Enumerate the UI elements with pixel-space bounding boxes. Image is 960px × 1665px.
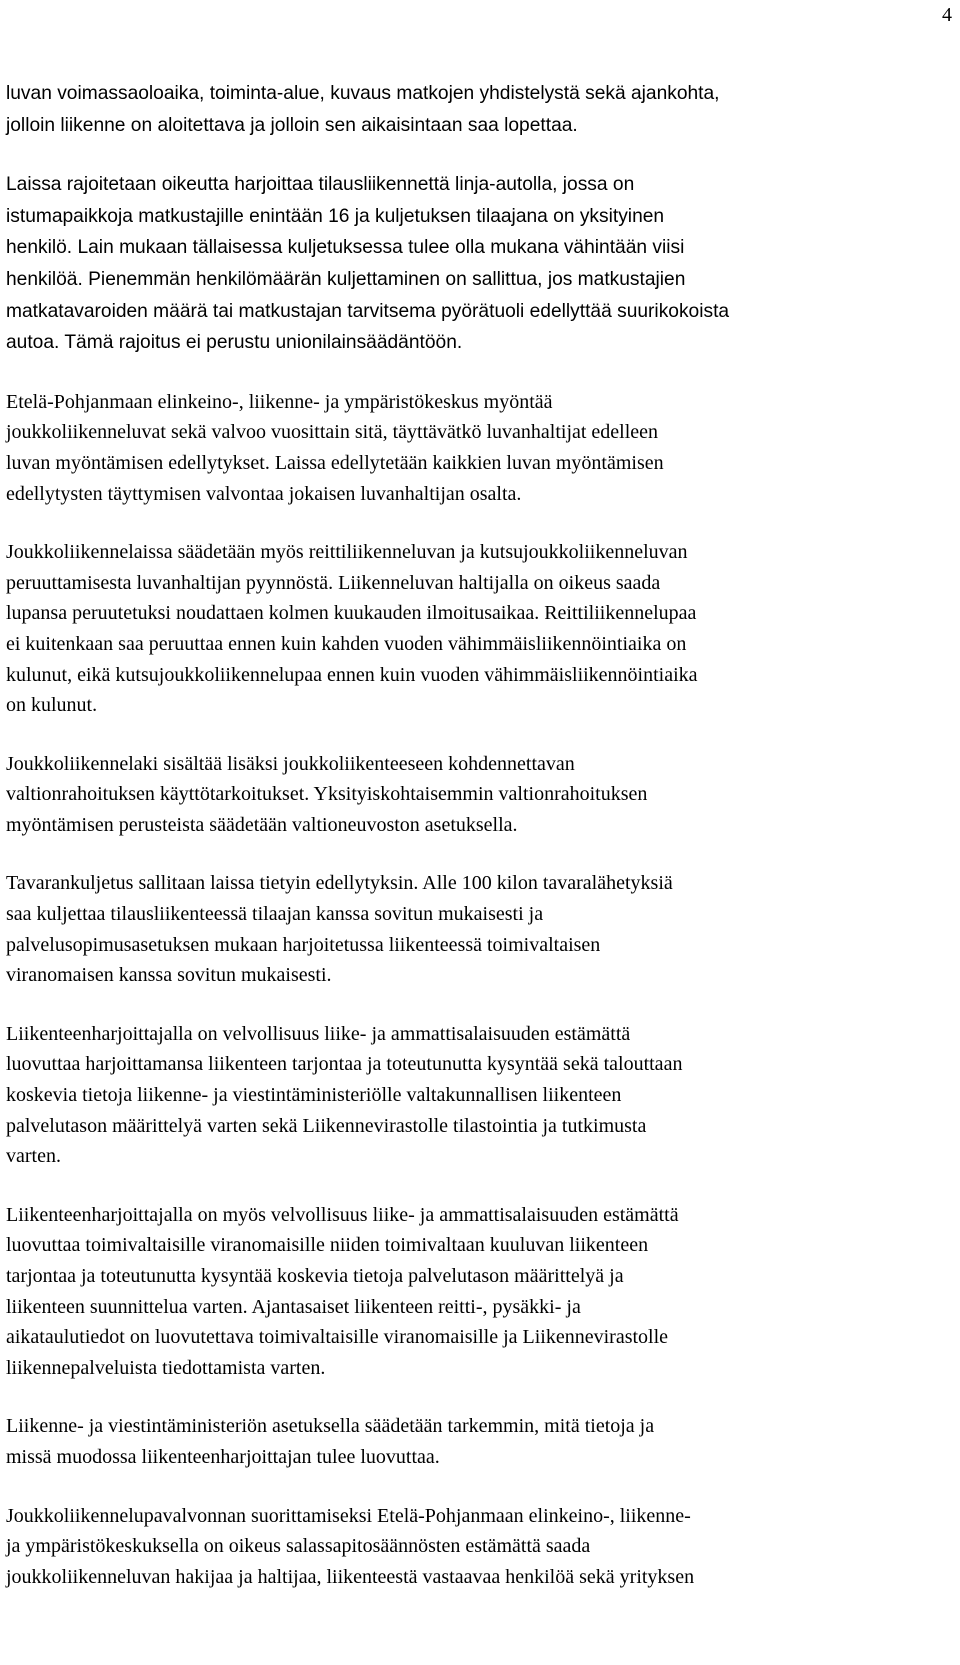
text-line: [6, 899, 956, 930]
paragraph: [6, 868, 956, 990]
text-line: [6, 169, 956, 201]
text-segment: Laissa rajoitetaan oikeutta harjoittaa tilausliikennettä linja-autolla, jossa on: [6, 174, 635, 196]
text-line: [6, 629, 956, 660]
text-segment: joukkoliikenneluvat sekä valvoo vuosittain sitä, täyttävätkö luvanhaltijat edelleen: [6, 421, 659, 444]
text-segment: palvelutason määrittelyä varten sekä Liikennevirastolle tilastointia ja tutkimusta: [6, 1114, 647, 1137]
text-segment: aikataulutiedot on luovutettava toimivaltaisille viranomaisille ja Liikennevirastolle: [6, 1326, 669, 1349]
text-segment: palvelusopimusasetuksen mukaan harjoitetussa liikenteessä toimivaltaisen: [6, 933, 601, 956]
document-body: [6, 78, 956, 1620]
text-segment: Joukkoliikennelaissa säädetään myös reittiliikenneluvan ja kutsujoukkoliikenneluvan: [6, 541, 688, 564]
text-line: [6, 201, 956, 233]
paragraph: [6, 1019, 956, 1172]
text-line: [6, 1531, 956, 1562]
text-segment: jolloin liikenne on aloitettava ja jolloin sen aikaisintaan saa lopettaa.: [6, 114, 578, 136]
text-line: [6, 1322, 956, 1353]
text-segment: lupansa peruutetuksi noudattaen kolmen kuukauden ilmoitusaikaa. Reittiliikennelupaa: [6, 602, 697, 625]
text-segment: Joukkoliikennelupavalvonnan suorittamiseksi Etelä-Pohjanmaan elinkeino-, liikenne-: [6, 1504, 691, 1527]
paragraph: [6, 749, 956, 841]
text-line: [6, 232, 956, 264]
text-segment: liikennepalveluista tiedottamista varten.: [6, 1356, 326, 1379]
text-line: [6, 448, 956, 479]
text-segment: ei kuitenkaan saa peruuttaa ennen kuin kahden vuoden vähimmäisliikennöintiaika on: [6, 632, 687, 655]
text-line: [6, 1019, 956, 1050]
paragraph: [6, 169, 956, 359]
text-segment: luvan myöntämisen edellytykset. Laissa edellytetään kaikkien luvan myöntämisen: [6, 451, 664, 474]
text-segment: luovuttaa toimivaltaisille viranomaisille niiden toimivaltaan kuuluvan liikenteen: [6, 1234, 649, 1257]
text-line: [6, 1442, 956, 1473]
text-segment: ja ympäristökeskuksella on oikeus salassapitosäännösten estämättä saada: [6, 1535, 591, 1558]
text-segment: on kulunut.: [6, 694, 98, 717]
text-segment: an: [663, 1053, 683, 1076]
text-segment: Tavarankuljetus sallitaan laissa tietyin edellytyksin. Alle 100 kilon tavaralähetyksiä: [6, 872, 673, 895]
text-line: [6, 479, 956, 510]
paragraph: [6, 1501, 956, 1593]
text-line: [6, 327, 956, 359]
text-line: [6, 417, 956, 448]
text-segment: peruuttamisesta luvanhaltijan pyynnöstä. Liikenneluvan haltijalla on oikeus saada: [6, 571, 661, 594]
text-segment: joukkoliikenneluvan hakijaa ja haltijaa, liikenteestä vastaavaa henkilöä sekä yrityksen: [6, 1565, 695, 1588]
text-line: [6, 1562, 956, 1593]
text-segment: tarjontaa ja toteutunutta kysyntää koskevia tietoja palvelutason määrittelyä ja: [6, 1265, 624, 1287]
paragraph: [6, 387, 956, 509]
text-segment: valtionrahoituksen käyttötarkoitukset. Yksityiskohtaisemmin valtionrahoituksen: [6, 783, 648, 806]
text-segment: liikenteen suunnittelua varten. Ajantasaiset liikenteen reitti-, pysäkki- ja: [6, 1295, 581, 1318]
text-line: [6, 110, 956, 142]
text-segment: kulunut, eikä kutsujoukkoliikennelupaa ennen kuin vuoden vähimmäisliikennöintiaika: [6, 663, 698, 686]
text-line: [6, 1141, 956, 1172]
text-line: [6, 264, 956, 296]
text-line: [6, 387, 956, 418]
text-line: [6, 78, 956, 110]
text-segment: luvan voimassaoloaika, toiminta-alue, kuvaus matkojen yhdistelystä sekä ajankohta,: [6, 83, 720, 104]
text-line: [6, 690, 956, 721]
text-line: [6, 1501, 956, 1532]
text-segment: autoa. Tämä rajoitus ei perustu unionilainsäädäntöön.: [6, 332, 463, 354]
text-line: [6, 1292, 956, 1323]
text-line: [6, 537, 956, 568]
text-segment: Etelä-Pohjanmaan elinkeino-, liikenne- ja ympäristökeskus myöntää: [6, 390, 553, 413]
text-line: [6, 960, 956, 991]
text-line: [6, 1411, 956, 1442]
text-line: [6, 1080, 956, 1111]
paragraph: [6, 1411, 956, 1472]
text-line: [6, 930, 956, 961]
text-segment: viranomaisen kanssa sovitun mukaisesti.: [6, 964, 332, 987]
text-segment: henkilöä. Pienemmän henkilömäärän kuljettaminen on sallittua, jos matkustajien: [6, 268, 686, 290]
text-line: [6, 779, 956, 810]
paragraph: [6, 537, 956, 721]
text-segment: Liikenteenharjoittajalla on myös velvollisuus liike- ja ammattisalaisuuden estämättä: [6, 1203, 679, 1226]
text-line: [6, 1111, 956, 1142]
text-segment: myöntämisen perusteista säädetään valtioneuvoston asetuksella.: [6, 813, 518, 836]
text-line: [6, 868, 956, 899]
text-segment: saa kuljettaa tilausliikenteessä tilaajan kanssa sovitun mukaisesti ja: [6, 903, 544, 926]
text-line: [6, 660, 956, 691]
text-line: [6, 568, 956, 599]
text-line: [6, 598, 956, 629]
text-segment: Liikenteenharjoittajalla on velvollisuus liike- ja ammattisalaisuuden estämättä: [6, 1022, 631, 1045]
text-line: [6, 749, 956, 780]
text-line: [6, 810, 956, 841]
text-segment: luovuttaa harjoittamansa liikenteen tarjontaa ja toteutunutta kysyntää sekä taloutta: [6, 1053, 664, 1076]
text-segment: henkilö. Lain mukaan tällaisessa kuljetuksessa tulee olla mukana vähintään viisi: [6, 237, 685, 259]
text-segment: Liikenne- ja viestintäministeriön asetuksella säädetään tarkemmin, mitä tietoja ja: [6, 1415, 655, 1438]
text-segment: missä muodossa liikenteenharjoittajan tulee luovuttaa.: [6, 1445, 440, 1468]
text-segment: koskevia tietoja liikenne- ja viestintäministeriölle valtakunnallisen liikenteen: [6, 1084, 622, 1107]
text-segment: edellytysten täyttymisen valvontaa jokaisen luvanhaltijan osalta.: [6, 482, 522, 505]
text-line: [6, 296, 956, 328]
text-line: [6, 1261, 956, 1292]
text-line: [6, 1049, 956, 1080]
text-line: [6, 1353, 956, 1384]
text-segment: varten.: [6, 1145, 61, 1168]
text-line: [6, 1230, 956, 1261]
text-line: [6, 1200, 956, 1231]
text-segment: istumapaikkoja matkustajille enintään 16 ja kuljetuksen tilaajana on yksityinen: [6, 205, 665, 227]
text-segment: matkatavaroiden määrä tai matkustajan tarvitsema pyörätuoli edellyttää suurikokoista: [6, 300, 730, 322]
paragraph: [6, 1200, 956, 1384]
paragraph: [6, 78, 956, 141]
page-number: 4: [942, 4, 952, 26]
text-segment: Joukkoliikennelaki sisältää lisäksi joukkoliikenteeseen kohdennettavan: [6, 752, 575, 775]
